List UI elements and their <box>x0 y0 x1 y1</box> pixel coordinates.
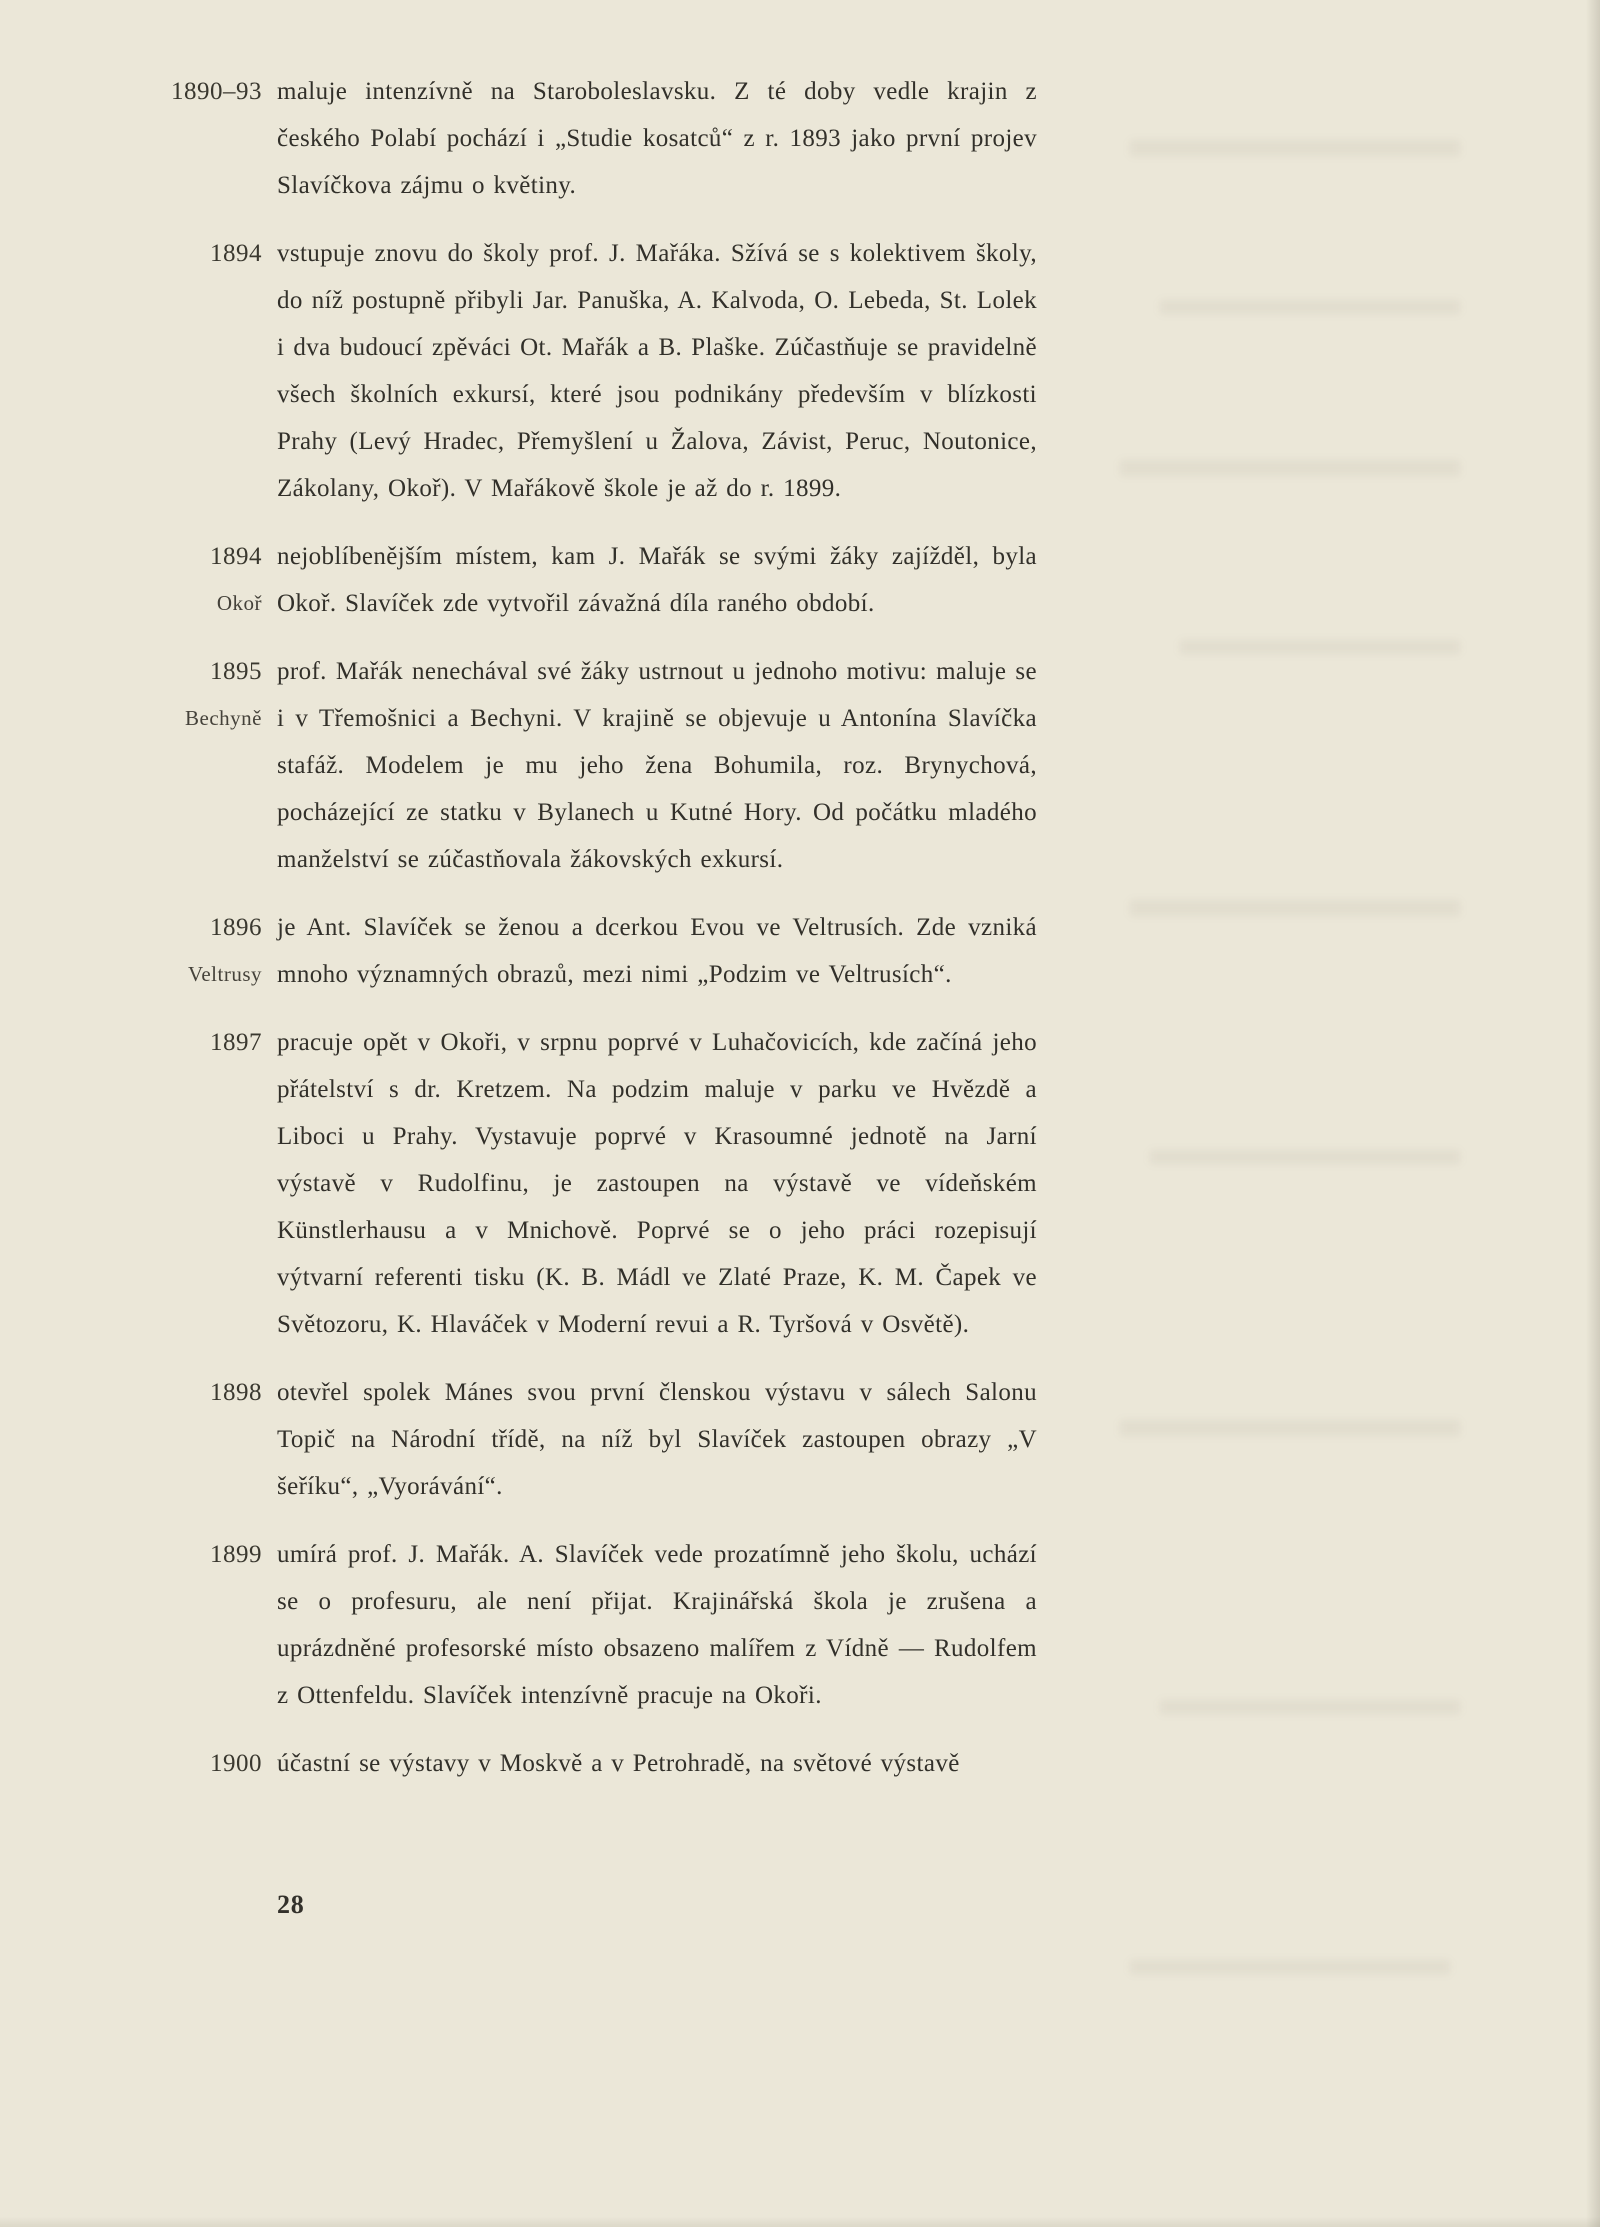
year: 1900 <box>210 1750 262 1777</box>
entry-text: je Ant. Slavíček se ženou a dcerkou Evou ve Veltrusích. Zde vzniká mnoho významných obrazů, mezi nimi „Podzim ve Veltrusích“. <box>277 914 1037 988</box>
entry-year-label <box>168 1019 262 1348</box>
year: 1896 <box>210 914 262 941</box>
chronology-entry <box>168 1531 1600 1719</box>
entry-year-label <box>168 1531 262 1719</box>
chronology-list <box>168 68 1600 1787</box>
chronology-entry <box>168 533 1600 627</box>
chronology-entry <box>168 230 1600 512</box>
entry-year-label <box>168 533 262 627</box>
entry-year-label <box>168 1369 262 1510</box>
entry-year-label <box>168 1740 262 1787</box>
chronology-entry <box>168 904 1600 998</box>
entry-text: otevřel spolek Mánes svou první členskou výstavu v sálech Salonu Topič na Národní třídě, na níž byl Slavíček zastoupen obrazy „V šeříku“, „Vyorávání“. <box>277 1379 1037 1500</box>
year: 1894 <box>210 543 262 570</box>
entry-text: umírá prof. J. Mařák. A. Slavíček vede prozatímně jeho školu, uchází se o profesuru, ale není přijat. Krajinářská škola je zrušena a uprázdněné profesorské místo obsazeno malířem z Vídně — Rudolfem z Ottenfeldu. Slavíček intenzívně pracuje na Okoři. <box>277 1541 1037 1709</box>
chronology-entry <box>168 648 1600 883</box>
place-label: Veltrusy <box>188 962 262 986</box>
year: 1895 <box>210 658 262 685</box>
place-label: Okoř <box>216 591 262 615</box>
year: 1890–93 <box>171 78 262 105</box>
place-label: Bechyně <box>185 706 262 730</box>
year: 1897 <box>210 1029 262 1056</box>
entry-year-label <box>168 68 262 209</box>
entry-text: pracuje opět v Okoři, v srpnu poprvé v Luhačovicích, kde začíná jeho přátelství s dr. Kretzem. Na podzim maluje v parku ve Hvězdě a Liboci u Prahy. Vystavuje poprvé v Krasoumné jednotě na Jarní výstavě v Rudolfinu, je zastoupen na výstavě ve vídeňském Künstlerhausu a v Mnichově. Poprvé se o jeho práci rozepisují výtvarní referenti tisku (K. B. Mádl ve Zlaté Praze, K. M. Čapek ve Světozoru, K. Hlaváček v Moderní revui a R. Tyršová v Osvětě). <box>277 1029 1037 1338</box>
entry-text: vstupuje znovu do školy prof. J. Mařáka. Sžívá se s kolektivem školy, do níž postupně přibyli Jar. Panuška, A. Kalvoda, O. Lebeda, St. Lolek i dva budoucí zpěváci Ot. Mařák a B. Plaške. Zúčastňuje se pravidelně všech školních exkursí, které jsou podnikány především v blízkosti Prahy (Levý Hradec, Přemyšlení u Žalova, Závist, Peruc, Noutonice, Zákolany, Okoř). V Mařákově škole je až do r. 1899. <box>277 240 1037 502</box>
year: 1899 <box>210 1541 262 1568</box>
chronology-entry <box>168 1369 1600 1510</box>
entry-year-label <box>168 230 262 512</box>
chronology-entry <box>168 68 1600 209</box>
entry-text: maluje intenzívně na Staroboleslavsku. Z té doby vedle krajin z českého Polabí pochází i „Studie kosatců“ z r. 1893 jako první projev Slavíčkova zájmu o květiny. <box>277 78 1037 199</box>
entry-text: prof. Mařák nenechával své žáky ustrnout u jednoho motivu: maluje se i v Třemošnici a Bechyni. V krajině se objevuje u Antonína Slavíčka stafáž. Modelem je mu jeho žena Bohumila, roz. Brynychová, pocházející ze statku v Bylanech u Kutné Hory. Od počátku mladého manželství se zúčastňovala žákovských exkursí. <box>277 658 1037 873</box>
chronology-entry <box>168 1019 1600 1348</box>
year: 1894 <box>210 240 262 267</box>
entry-year-label <box>168 904 262 998</box>
page-bottom-edge-shadow <box>0 2217 1600 2227</box>
entry-year-label <box>168 648 262 883</box>
year: 1898 <box>210 1379 262 1406</box>
entry-text: účastní se výstavy v Moskvě a v Petrohradě, na světové výstavě <box>277 1750 960 1777</box>
entry-text: nejoblíbenějším místem, kam J. Mařák se svými žáky zajížděl, byla Okoř. Slavíček zde vytvořil závažná díla raného období. <box>277 543 1037 617</box>
chronology-entry <box>168 1740 1600 1787</box>
page-number: 28 <box>277 1890 305 1919</box>
